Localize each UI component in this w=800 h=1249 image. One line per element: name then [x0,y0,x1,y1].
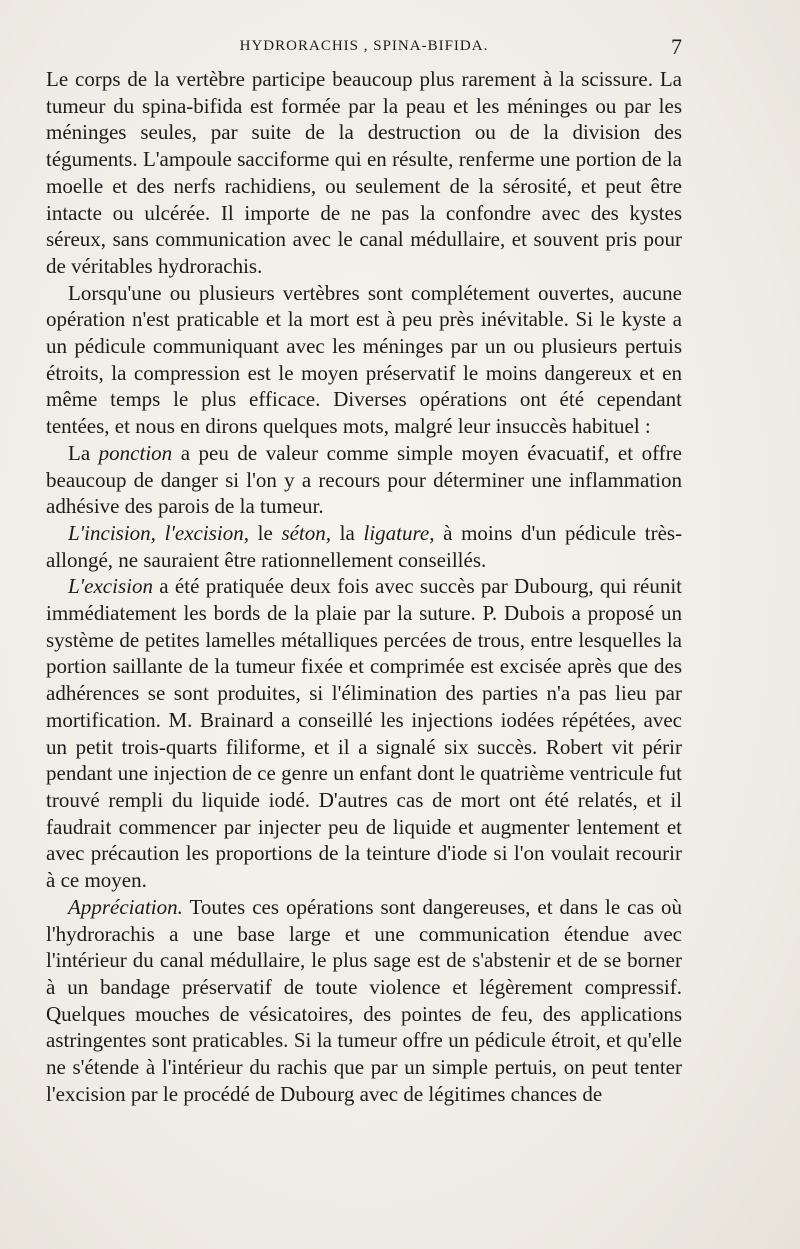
procedures-text: à moins d'un pédicule très-allongé, ne sauraient être rationnellement conseillés. [46,520,683,572]
body-text [46,66,682,1107]
appreciation-text: Toutes ces opérations sont dangereuses, et dans le cas où l'hydrorachis a une base large et une communication étendue avec l'intérieur du canal médullaire, le plus sage est de s'abstenir et de se borner à un bandage préservatif de toute violence et légèrement compressif. Quelques mouches de vésicatoires, des pointes de feu, des applications astringentes sont praticables. Si la tumeur offre un pédicule étroit, et qu'elle ne s'étende à l'intérieur du rachis que par un simple pertuis, on peut tenter l'excision par le procédé de Dubourg avec de légitimes chances de [46,894,682,1106]
page-number: 7 [671,34,682,59]
paragraph-procedures [46,520,682,573]
running-title: HYDRORACHIS , SPINA-BIFIDA. [239,38,489,54]
paragraph-2-text: Lorsqu'une ou plusieurs vertèbres sont complétement ouvertes, aucune opération n'est praticable et la mort est à peu près inévitable. Si le kyste a un pédicule communiquant avec les méninges par un ou plusieurs pertuis étroits, la compression est le moyen préservatif le moins dangereux et en même temps le plus efficace. Diverses opérations ont été cependant tentées, et nous en dirons quelques mots, malgré leur insuccès habituel : [46,280,682,439]
paragraph-excision [46,573,682,893]
page-header [46,34,682,64]
article-la: la [339,520,355,545]
ponction-lead: La [68,440,91,465]
term-excision-heading: L'excision [68,574,153,599]
paragraph-2 [46,280,682,440]
term-appreciation: Appréciation. [68,894,183,919]
term-ponction: ponction [98,440,173,465]
term-excision: l'excision, [164,520,249,545]
paragraph-1 [46,66,682,280]
term-incision: L'incision, [68,520,156,545]
ponction-text: a peu de valeur comme simple moyen évacuatif, et offre beaucoup de danger si l'on y a recours pour déterminer une inflammation adhésive des parois de la tumeur. [46,440,682,519]
excision-text: a été pratiquée deux fois avec succès par Dubourg, qui réunit immédiatement les bords de la plaie par la suture. P. Dubois a proposé un système de petites lamelles métalliques percées de trous, entre lesquelles la portion saillante de la tumeur fixée et comprimée est excisée après que des adhérences se sont produites, si l'élimination des parties n'a pas lieu par mortification. M. Brainard a conseillé les injections iodées répétées, avec un petit trois-quarts filiforme, et il a signalé six succès. Robert vit périr pendant une injection de ce genre un enfant dont le quatrième ventricule fut trouvé rempli du liquide iodé. D'autres cas de mort ont été relatés, et il faudrait commencer par injecter peu de liquide et augmenter lentement et avec précaution les proportions de la teinture d'iode si l'on voulait recourir à ce moyen. [46,574,682,893]
paragraph-ponction [46,440,682,520]
paragraph-appreciation [46,894,682,1108]
term-seton: séton, [281,520,332,545]
article-le: le [257,520,273,545]
term-ligature: ligature, [363,520,435,545]
paragraph-1-text: Le corps de la vertèbre participe beaucoup plus rarement à la scissure. La tumeur du spina-bifida est formée par la peau et les méninges ou par les méninges seules, par suite de la destruction ou de la division des téguments. L'ampoule sacciforme qui en résulte, renferme une portion de la moelle et des nerfs rachidiens, ou seulement de la sérosité, et peut être intacte ou ulcérée. Il importe de ne pas la confondre avec des kystes séreux, sans communication avec le canal médullaire, et souvent pris pour de véritables hydrorachis. [46,67,682,278]
